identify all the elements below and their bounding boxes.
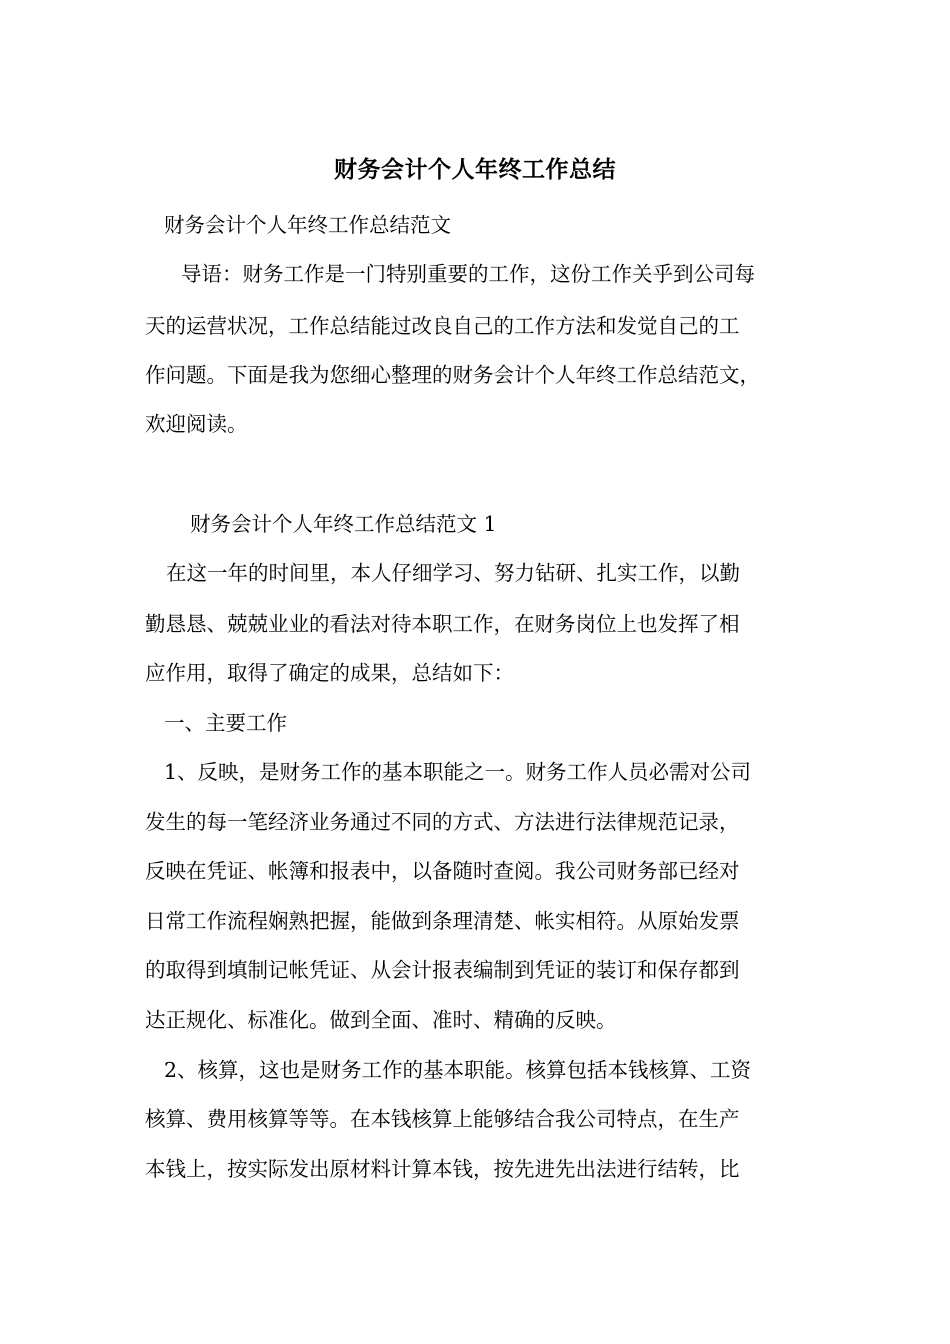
text-line: 财务会计个人年终工作总结范文: [164, 213, 451, 237]
text-line: 作问题。下面是我为您细心整理的财务会计个人年终工作总结范文，: [145, 363, 760, 387]
text-line: 反映在凭证、帐簿和报表中，以备随时查阅。我公司财务部已经对: [145, 859, 740, 883]
text-line: 在这一年的时间里，本人仔细学习、努力钻研、扎实工作，以勤: [166, 561, 740, 585]
text-line: 应作用，取得了确定的成果，总结如下：: [145, 661, 514, 685]
text-line: 发生的每一笔经济业务通过不同的方式、方法进行法律规范记录，: [145, 810, 740, 834]
text-line: 2、核算，这也是财务工作的基本职能。核算包括本钱核算、工资: [164, 1058, 752, 1082]
text-line: 勤恳恳、兢兢业业的看法对待本职工作，在财务岗位上也发挥了相: [145, 612, 740, 636]
text-line: 财务会计个人年终工作总结范文 1: [190, 512, 497, 536]
text-line: 1、反映，是财务工作的基本职能之一。财务工作人员必需对公司: [164, 760, 752, 784]
text-line: 达正规化、标准化。做到全面、准时、精确的反映。: [145, 1008, 617, 1032]
text-line: 本钱上，按实际发出原材料计算本钱，按先进先出法进行结转，比: [145, 1157, 740, 1181]
text-line: 导语：财务工作是一门特别重要的工作，这份工作关乎到公司每: [181, 262, 755, 286]
text-line: 欢迎阅读。: [145, 412, 248, 436]
text-line: 一、主要工作: [164, 711, 287, 735]
text-line: 核算、费用核算等等。在本钱核算上能够结合我公司特点，在生产: [145, 1107, 740, 1131]
text-line: 日常工作流程娴熟把握，能做到条理清楚、帐实相符。从原始发票: [145, 909, 740, 933]
document-title: 财务会计个人年终工作总结: [334, 156, 616, 183]
text-line: 天的运营状况，工作总结能过改良自己的工作方法和发觉自己的工: [145, 314, 740, 338]
text-line: 的取得到填制记帐凭证、从会计报表编制到凭证的装订和保存都到: [145, 958, 740, 982]
